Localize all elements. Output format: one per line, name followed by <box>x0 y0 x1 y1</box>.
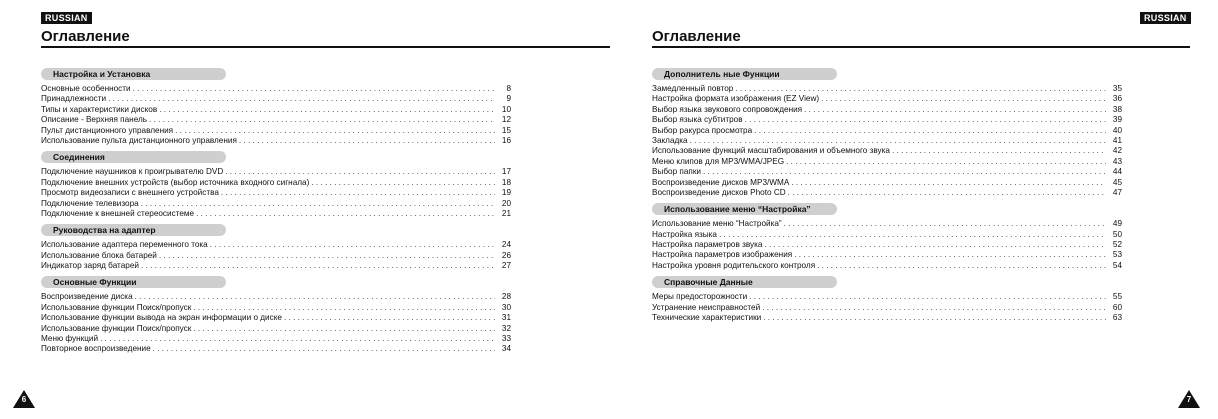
dot-leader <box>786 157 1106 167</box>
left-page-number: 6 <box>12 389 36 409</box>
toc-entry-label: Выбор папки <box>652 167 701 177</box>
toc-entry-page: 54 <box>1112 260 1122 270</box>
toc-entry-label: Использование функции Поиск/пропуск <box>41 302 192 312</box>
toc-section <box>652 276 1122 323</box>
toc-entry[interactable] <box>41 94 511 104</box>
section-header: Руководства на адаптер <box>41 224 226 236</box>
dot-leader <box>239 136 495 146</box>
toc-entry[interactable] <box>652 230 1122 240</box>
toc-entry-page: 20 <box>501 198 511 208</box>
dot-leader <box>196 209 495 219</box>
toc-entry-page: 42 <box>1112 146 1122 156</box>
toc-entry-page: 52 <box>1112 240 1122 250</box>
toc-entry-label: Настройка формата изображения (EZ View) <box>652 94 820 104</box>
dot-leader <box>749 292 1106 302</box>
toc-entry[interactable] <box>41 209 511 219</box>
toc-section <box>652 203 1122 271</box>
toc-entry-label: Просмотр видеозаписи с внешнего устройства <box>41 188 219 198</box>
toc-entry-page: 8 <box>506 84 511 93</box>
toc-entry-page: 38 <box>1112 104 1122 114</box>
toc-entry-label: Подключение наушников к проигрывателю DVD <box>41 167 224 177</box>
toc-entry-page: 43 <box>1112 156 1122 166</box>
toc-entry-label: Индикатор заряд батарей <box>41 261 139 271</box>
toc-entry[interactable] <box>41 261 511 271</box>
toc-section <box>41 68 511 146</box>
toc-entry-label: Настройка уровня родительского контроля <box>652 260 816 270</box>
dot-leader <box>817 261 1106 271</box>
dot-leader <box>159 251 495 261</box>
toc-entry-label: Настройка параметров звука <box>652 240 763 250</box>
toc-entry[interactable] <box>652 157 1122 167</box>
dot-leader <box>225 167 495 177</box>
dot-leader <box>788 188 1106 198</box>
section-header: Дополнитель ные Функции <box>652 68 837 80</box>
toc-entry-label: Выбор ракурса просмотра <box>652 125 753 135</box>
section-header: Справочные Данные <box>652 276 837 288</box>
toc-entry[interactable] <box>652 292 1122 302</box>
toc-entry[interactable] <box>41 324 511 334</box>
toc-entry-page: 40 <box>1112 125 1122 135</box>
toc-entry-label: Основные особенности <box>41 84 131 93</box>
toc-entry-page: 33 <box>501 334 511 344</box>
toc-entry[interactable] <box>652 250 1122 260</box>
dot-leader <box>791 178 1106 188</box>
toc-entry-label: Технические характеристики <box>652 313 762 323</box>
toc-entry-label: Использование блока батарей <box>41 250 157 260</box>
toc-entry-label: Подключение телевизора <box>41 198 139 208</box>
toc-entry-label: Использование меню “Настройка” <box>652 219 782 229</box>
toc-entry[interactable] <box>652 188 1122 198</box>
toc-entry-page: 28 <box>501 292 511 302</box>
toc-entry[interactable] <box>652 261 1122 271</box>
toc-entry[interactable] <box>41 84 511 94</box>
dot-leader <box>100 334 495 344</box>
toc-entry-label: Подключение внешних устройств (выбор источника входного сигнала) <box>41 177 310 187</box>
dot-leader <box>745 115 1106 125</box>
toc-entry-label: Закладка <box>652 135 688 145</box>
toc-entry[interactable] <box>41 303 511 313</box>
toc-entry-page: 30 <box>501 302 511 312</box>
dot-leader <box>149 115 495 125</box>
toc-entry-label: Выбор языка субтитров <box>652 115 743 125</box>
toc-entry-label: Использование функции Поиск/пропуск <box>41 323 192 333</box>
dot-leader <box>284 313 495 323</box>
toc-entry-page: 9 <box>506 94 511 104</box>
toc-entry-label: Замедленный повтор <box>652 84 734 93</box>
right-toc <box>652 68 1122 328</box>
dot-leader <box>784 219 1106 229</box>
toc-entry[interactable] <box>652 167 1122 177</box>
toc-entry[interactable] <box>41 199 511 209</box>
dot-leader <box>133 84 495 94</box>
toc-entry-label: Подключение к внешней стереосистеме <box>41 208 195 218</box>
toc-entry[interactable] <box>652 105 1122 115</box>
toc-entry-page: 24 <box>501 240 511 250</box>
toc-entry-label: Воспроизведение дисков Photo CD <box>652 187 786 197</box>
toc-entry-page: 12 <box>501 115 511 125</box>
dot-leader <box>821 94 1106 104</box>
dot-leader <box>175 126 495 136</box>
toc-entry-page: 47 <box>1112 187 1122 197</box>
section-header: Основные Функции <box>41 276 226 288</box>
toc-entry-label: Настройка языка <box>652 229 717 239</box>
toc-entry-label: Принадлежности <box>41 94 107 104</box>
toc-entry-label: Использование функции вывода на экран информации о диске <box>41 313 282 323</box>
toc-entry-page: 60 <box>1112 302 1122 312</box>
toc-entry[interactable] <box>41 188 511 198</box>
toc-entry-page: 10 <box>501 104 511 114</box>
toc-entry-label: Настройка параметров изображения <box>652 250 793 260</box>
toc-entry[interactable] <box>652 84 1122 94</box>
dot-leader <box>193 324 495 334</box>
toc-entry[interactable] <box>652 313 1122 323</box>
dot-leader <box>764 240 1106 250</box>
toc-entry[interactable] <box>41 251 511 261</box>
toc-entry-page: 55 <box>1112 292 1122 302</box>
left-title-rule <box>41 46 610 48</box>
toc-entry-label: Использование адаптера переменного тока <box>41 240 208 250</box>
toc-entry[interactable] <box>652 115 1122 125</box>
toc-entry-label: Пульт дистанционного управления <box>41 125 174 135</box>
right-title-rule <box>652 46 1190 48</box>
dot-leader <box>762 303 1106 313</box>
dot-leader <box>719 230 1106 240</box>
toc-entry[interactable] <box>652 94 1122 104</box>
toc-entry[interactable] <box>41 115 511 125</box>
toc-entry-page: 21 <box>501 208 511 218</box>
dot-leader <box>153 344 495 354</box>
toc-section <box>41 276 511 354</box>
toc-entry[interactable] <box>41 240 511 250</box>
section-header: Настройка и Установка <box>41 68 226 80</box>
toc-entry-page: 36 <box>1112 94 1122 104</box>
toc-entry-label: Использование пульта дистанционного управления <box>41 135 237 145</box>
right-language-badge: RUSSIAN <box>1140 12 1191 24</box>
right-page-number: 7 <box>1177 389 1201 409</box>
toc-entry[interactable] <box>41 167 511 177</box>
dot-leader <box>311 178 495 188</box>
toc-entry-label: Описание - Верхняя панель <box>41 115 148 125</box>
dot-leader <box>735 84 1106 94</box>
dot-leader <box>193 303 495 313</box>
toc-entry[interactable] <box>652 240 1122 250</box>
dot-leader <box>804 105 1106 115</box>
toc-entry-page: 44 <box>1112 167 1122 177</box>
toc-entry[interactable] <box>41 178 511 188</box>
toc-entry[interactable] <box>41 313 511 323</box>
toc-entry-label: Типы и характеристики дисков <box>41 104 158 114</box>
section-header: Соединения <box>41 151 226 163</box>
dot-leader <box>703 167 1106 177</box>
toc-section <box>652 68 1122 198</box>
toc-entry[interactable] <box>41 334 511 344</box>
toc-entry-page: 27 <box>501 261 511 271</box>
toc-entry-page: 34 <box>501 344 511 354</box>
toc-section <box>41 151 511 219</box>
toc-entry-label: Воспроизведение дисков MP3/WMA <box>652 177 790 187</box>
toc-entry-label: Меню клипов для MP3/WMA/JPEG <box>652 156 785 166</box>
toc-entry[interactable] <box>652 146 1122 156</box>
dot-leader <box>159 105 495 115</box>
toc-entry-page: 15 <box>501 125 511 135</box>
left-toc <box>41 68 511 360</box>
dot-leader <box>141 261 495 271</box>
toc-entry-page: 49 <box>1112 219 1122 229</box>
dot-leader <box>754 126 1106 136</box>
toc-entry[interactable] <box>652 178 1122 188</box>
toc-entry[interactable] <box>41 344 511 354</box>
toc-entry-label: Воспроизведение диска <box>41 292 133 302</box>
toc-entry[interactable] <box>41 126 511 136</box>
toc-entry-page: 50 <box>1112 229 1122 239</box>
toc-entry-page: 26 <box>501 250 511 260</box>
dot-leader <box>892 146 1106 156</box>
toc-entry[interactable] <box>652 219 1122 229</box>
toc-entry-page: 45 <box>1112 177 1122 187</box>
toc-entry-label: Повторное воспроизведение <box>41 344 151 354</box>
toc-entry-page: 18 <box>501 177 511 187</box>
right-page-title: Оглавление <box>652 28 741 45</box>
left-page-title: Оглавление <box>41 28 130 45</box>
toc-entry-page: 35 <box>1112 84 1122 93</box>
toc-section <box>41 224 511 271</box>
toc-entry-label: Использование функций масштабирования и объемного звука <box>652 146 890 156</box>
toc-entry-label: Устранение неисправностей <box>652 302 761 312</box>
toc-entry-page: 19 <box>501 188 511 198</box>
toc-entry-page: 63 <box>1112 313 1122 323</box>
dot-leader <box>221 188 495 198</box>
left-language-badge: RUSSIAN <box>41 12 92 24</box>
toc-entry-page: 53 <box>1112 250 1122 260</box>
toc-entry-page: 32 <box>501 323 511 333</box>
toc-entry-page: 39 <box>1112 115 1122 125</box>
dot-leader <box>690 136 1106 146</box>
dot-leader <box>794 250 1106 260</box>
toc-entry-page: 31 <box>501 313 511 323</box>
toc-entry[interactable] <box>652 303 1122 313</box>
dot-leader <box>135 292 495 302</box>
toc-entry-page: 16 <box>501 135 511 145</box>
toc-entry-page: 17 <box>501 167 511 177</box>
dot-leader <box>763 313 1106 323</box>
dot-leader <box>210 240 495 250</box>
toc-entry-label: Выбор языка звукового сопровождения <box>652 104 803 114</box>
dot-leader <box>108 94 495 104</box>
toc-entry-label: Меры предосторожности <box>652 292 748 302</box>
toc-entry[interactable] <box>41 136 511 146</box>
dot-leader <box>141 199 495 209</box>
toc-entry[interactable] <box>652 136 1122 146</box>
toc-entry-label: Меню функций <box>41 334 99 344</box>
toc-entry[interactable] <box>41 292 511 302</box>
section-header: Использование меню “Настройка” <box>652 203 837 215</box>
toc-entry[interactable] <box>652 126 1122 136</box>
toc-entry-page: 41 <box>1112 135 1122 145</box>
toc-entry[interactable] <box>41 105 511 115</box>
